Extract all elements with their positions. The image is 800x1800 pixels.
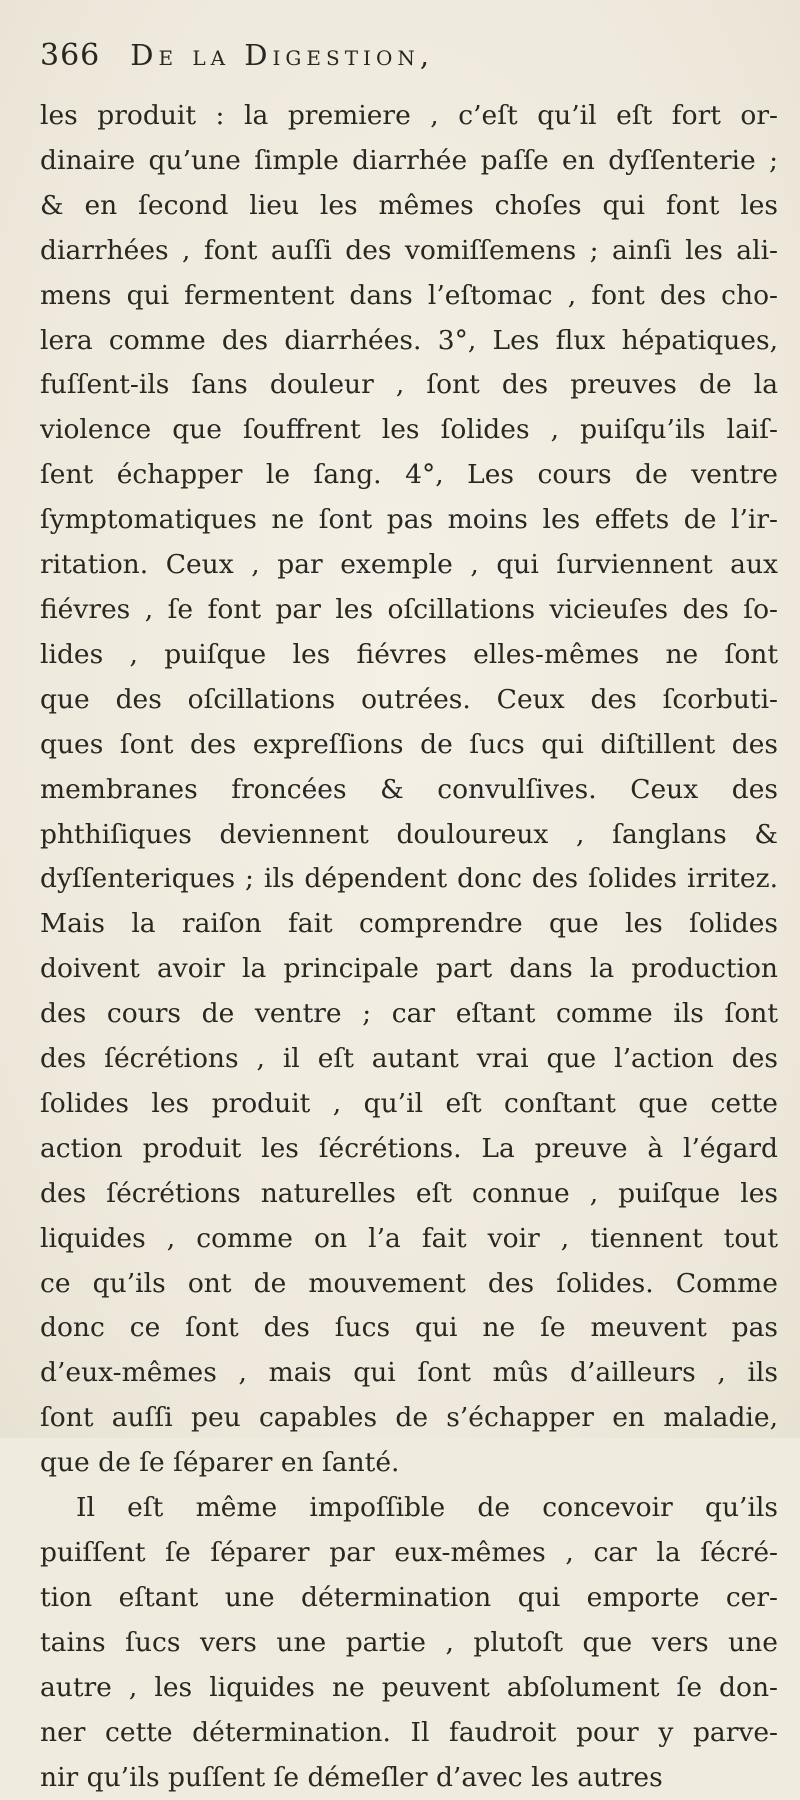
body-text [40, 94, 778, 1800]
text-line: action produit les ſécrétions. La preuve à l’égard [40, 1132, 778, 1164]
text-line: lera comme des diarrhées. 3°, Les flux hépatiques, [40, 324, 778, 356]
text-line: doivent avoir la principale part dans la production [40, 953, 778, 985]
text-line: liquides , comme on l’a fait voir , tiennent tout [40, 1222, 778, 1254]
text-line: membranes froncées & convulſives. Ceux des [40, 773, 778, 805]
text-line: puiſſent ſe ſéparer par eux-mêmes , car la ſécré- [40, 1537, 778, 1568]
text-line: phthiſiques deviennent douloureux , ſanglans & [40, 818, 778, 850]
text-line: tains ſucs vers une partie , plutoſt que vers une [40, 1626, 778, 1658]
text-line: mens qui fermentent dans l’eſtomac , font des cho- [40, 279, 778, 311]
text-line: autre , les liquides ne peuvent abſolument ſe don- [40, 1671, 778, 1703]
page-number: 366 [40, 38, 101, 73]
text-line: & en ſecond lieu les mêmes choſes qui font les [40, 189, 778, 221]
text-line: ce qu’ils ont de mouvement des ſolides. Comme [40, 1267, 778, 1299]
text-line: ſymptomatiques ne ſont pas moins les effets de l’ir- [40, 504, 778, 536]
text-line: d’eux-mêmes , mais qui ſont mûs d’ailleurs , ils [40, 1357, 778, 1389]
text-line: Il eſt même impoſſible de concevoir qu’ils [76, 1492, 778, 1524]
page-header [40, 38, 778, 94]
text-line: des ſécrétions , il eſt autant vrai que l’action des [40, 1043, 778, 1075]
text-line: fiévres , ſe font par les oſcillations vicieuſes des ſo- [40, 593, 778, 625]
text-line: Mais la raiſon fait comprendre que les ſolides [40, 908, 778, 940]
text-line: ques ſont des expreſſions de ſucs qui diſtillent des [40, 728, 778, 760]
text-line: diarrhées , font auſſi des vomiſſemens ; ainſi les ali- [40, 234, 778, 266]
text-line: que des oſcillations outrées. Ceux des ſcorbuti- [40, 683, 778, 715]
text-line: ſolides les produit , qu’il eſt conſtant que cette [40, 1087, 778, 1119]
text-line: les produit : la premiere , c’eſt qu’il eſt fort or- [40, 100, 778, 131]
text-line: ſent échapper le ſang. 4°, Les cours de ventre [40, 459, 778, 491]
text-line: violence que ſouffrent les ſolides , puiſqu’ils laiſ- [40, 414, 778, 446]
text-line: ner cette détermination. Il faudroit pour y parve- [40, 1716, 778, 1748]
text-line: nir qu’ils puſſent ſe démeſler d’avec les autres [40, 1761, 663, 1793]
text-line: lides , puiſque les fiévres elles-mêmes ne ſont [40, 638, 778, 670]
text-line: donc ce ſont des ſucs qui ne ſe meuvent pas [40, 1312, 778, 1344]
text-line: des ſécrétions naturelles eſt connue , puiſque les [40, 1177, 778, 1209]
running-title: De la Digestion, [130, 38, 435, 72]
text-line: fuſſent-ils ſans douleur , ſont des preuves de la [40, 369, 778, 401]
text-line: tion eſtant une détermination qui emporte cer- [40, 1581, 778, 1613]
text-line: dyſſenteriques ; ils dépendent donc des ſolides irritez. [40, 863, 778, 895]
text-line: ritation. Ceux , par exemple , qui ſurviennent aux [40, 549, 778, 581]
text-line: des cours de ventre ; car eſtant comme ils ſont [40, 998, 778, 1030]
text-line: dinaire qu’une ſimple diarrhée paſſe en dyſſenterie ; [40, 144, 778, 176]
text-line: ſont auſſi peu capables de s’échapper en maladie, [40, 1402, 778, 1434]
text-line: que de ſe ſéparer en ſanté. [40, 1447, 400, 1479]
